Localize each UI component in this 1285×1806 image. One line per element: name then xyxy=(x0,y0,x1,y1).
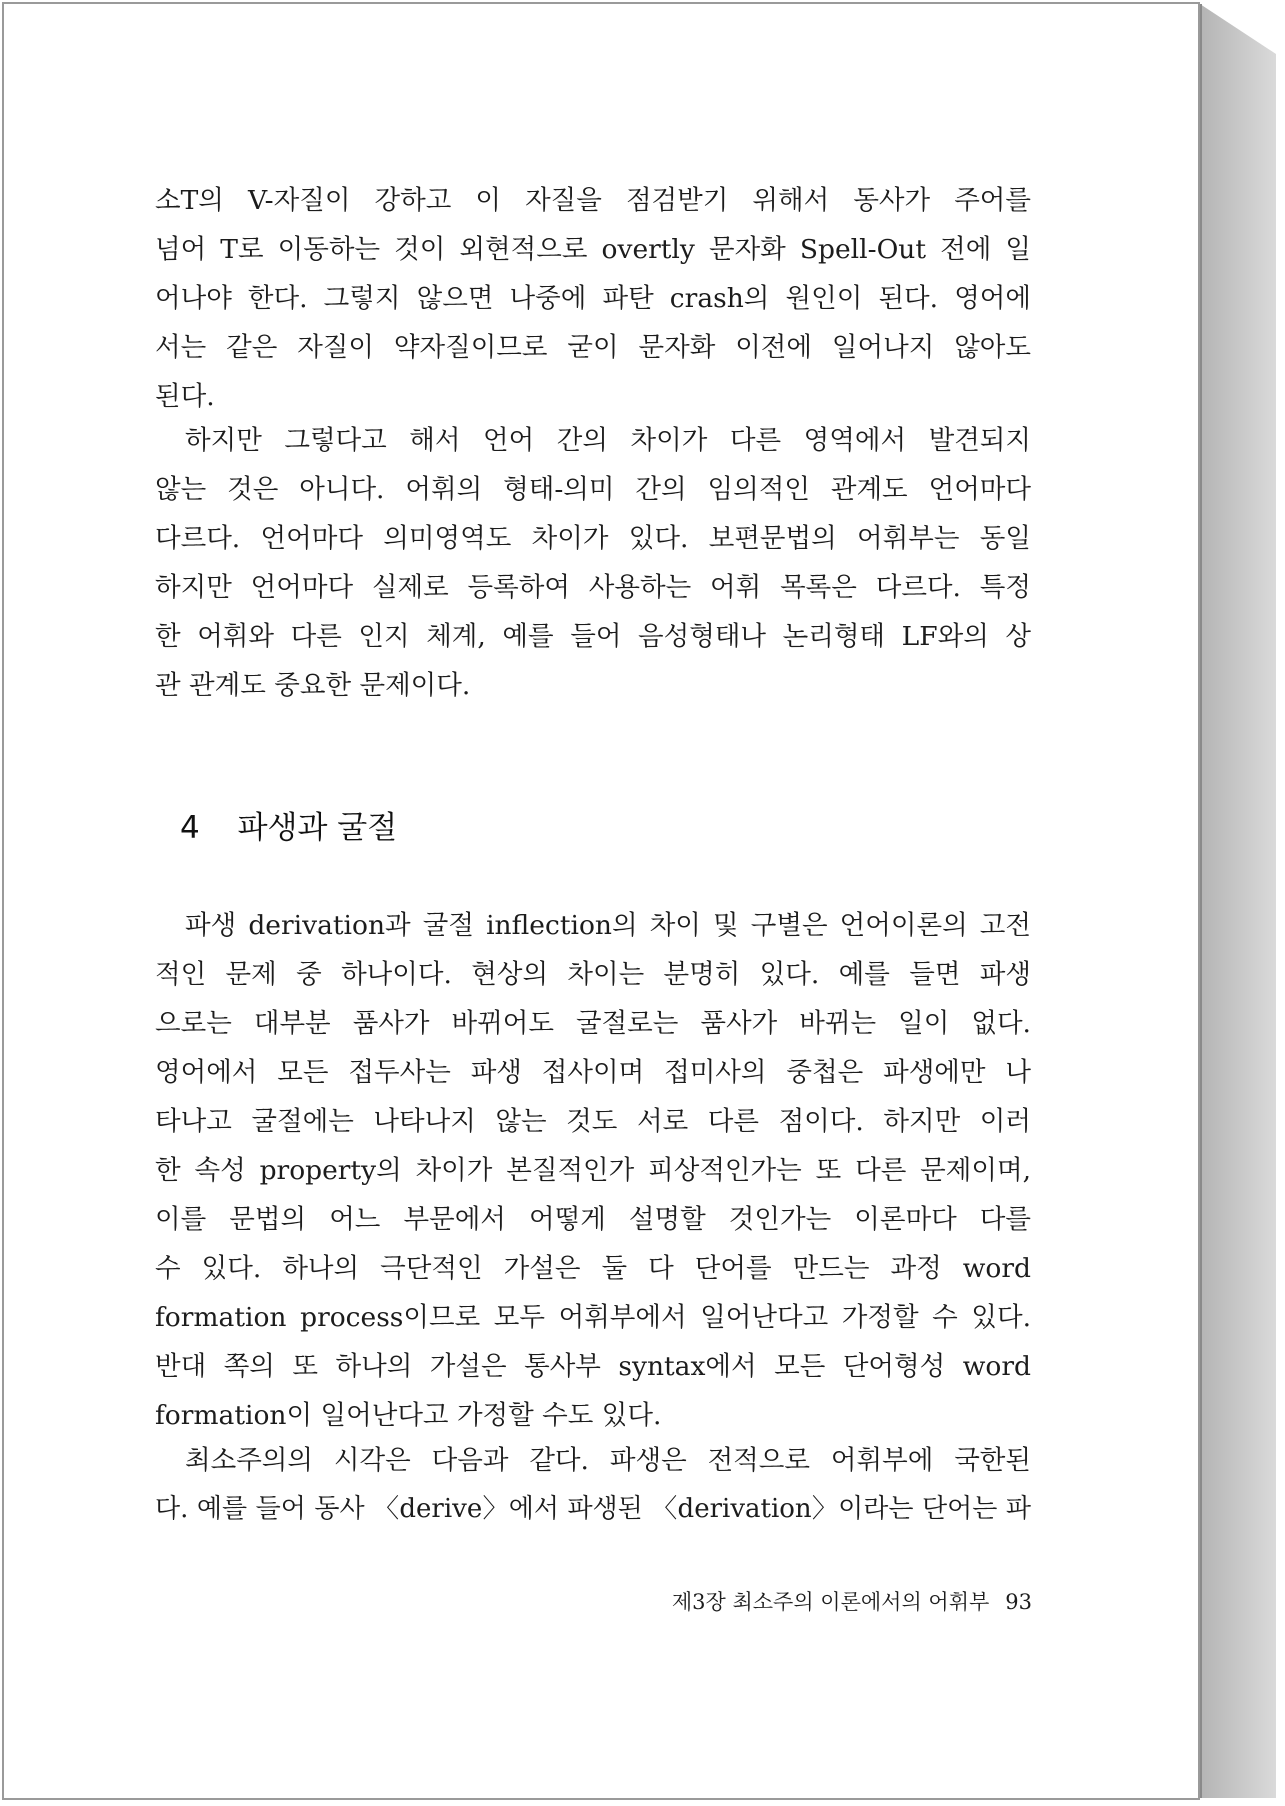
text-line: 영어에서 모든 접두사는 파생 접사이며 접미사의 중첩은 파생에만 나 xyxy=(155,1057,1031,1088)
paragraph-1 xyxy=(155,176,1031,421)
running-footer xyxy=(580,1587,1032,1617)
text-line: 최소주의의 시각은 다음과 같다. 파생은 전적으로 어휘부에 국한된 xyxy=(185,1445,1031,1476)
text-line: 넘어 T로 이동하는 것이 외현적으로 overtly 문자화 Spell-Out 전에 일 xyxy=(155,234,1031,265)
text-line: 관 관계도 중요한 문제이다. xyxy=(155,670,471,701)
page-edge-line xyxy=(1200,4,1202,1798)
text-line: 파생 derivation과 굴절 inflection의 차이 및 구별은 언어이론의 고전 xyxy=(185,910,1031,941)
paragraph-4 xyxy=(155,1436,1031,1534)
text-line: 소T의 V-자질이 강하고 이 자질을 점검받기 위해서 동사가 주어를 xyxy=(155,185,1031,216)
section-heading xyxy=(180,805,397,851)
page-number: 93 xyxy=(1005,1590,1032,1614)
text-line: 다르다. 언어마다 의미영역도 차이가 있다. 보편문법의 어휘부는 동일 xyxy=(155,523,1031,554)
text-line: formation process이므로 모두 어휘부에서 일어난다고 가정할 수 있다. xyxy=(155,1302,1031,1333)
text-line: 으로는 대부분 품사가 바뀌어도 굴절로는 품사가 바뀌는 일이 없다. xyxy=(155,1008,1031,1039)
text-line: 한 어휘와 다른 인지 체계, 예를 들어 음성형태나 논리형태 LF와의 상 xyxy=(155,621,1031,652)
text-line: formation이 일어난다고 가정할 수도 있다. xyxy=(155,1400,662,1431)
text-line: 반대 쪽의 또 하나의 가설은 통사부 syntax에서 모든 단어형성 word xyxy=(155,1351,1031,1382)
text-line: 적인 문제 중 하나이다. 현상의 차이는 분명히 있다. 예를 들면 파생 xyxy=(155,959,1031,990)
text-line: 어나야 한다. 그렇지 않으면 나중에 파탄 crash의 원인이 된다. 영어에 xyxy=(155,283,1031,314)
text-line: 이를 문법의 어느 부문에서 어떻게 설명할 것인가는 이론마다 다를 xyxy=(155,1204,1031,1235)
text-line: 하지만 그렇다고 해서 언어 간의 차이가 다른 영역에서 발견되지 xyxy=(185,425,1031,456)
text-line: 한 속성 property의 차이가 본질적인가 피상적인가는 또 다른 문제이며, xyxy=(155,1155,1031,1186)
text-line: 타나고 굴절에는 나타나지 않는 것도 서로 다른 점이다. 하지만 이러 xyxy=(155,1106,1031,1137)
paragraph-3 xyxy=(155,901,1031,1440)
paragraph-2 xyxy=(155,416,1031,710)
page-stack-edge xyxy=(1200,4,1276,1798)
text-line: 수 있다. 하나의 극단적인 가설은 둘 다 단어를 만드는 과정 word xyxy=(155,1253,1031,1284)
text-line: 하지만 언어마다 실제로 등록하여 사용하는 어휘 목록은 다르다. 특정 xyxy=(155,572,1031,603)
section-number: 4 xyxy=(180,810,200,846)
chapter-title: 제3장 최소주의 이론에서의 어휘부 xyxy=(671,1590,990,1614)
text-line: 서는 같은 자질이 약자질이므로 굳이 문자화 이전에 일어나지 않아도 xyxy=(155,332,1031,363)
section-title: 파생과 굴절 xyxy=(237,810,398,846)
text-line: 않는 것은 아니다. 어휘의 형태-의미 간의 임의적인 관계도 언어마다 xyxy=(155,474,1031,505)
text-line: 된다. xyxy=(155,381,215,412)
text-line: 다. 예를 들어 동사 〈derive〉에서 파생된 〈derivation〉이라는 단어는 파 xyxy=(155,1494,1031,1524)
